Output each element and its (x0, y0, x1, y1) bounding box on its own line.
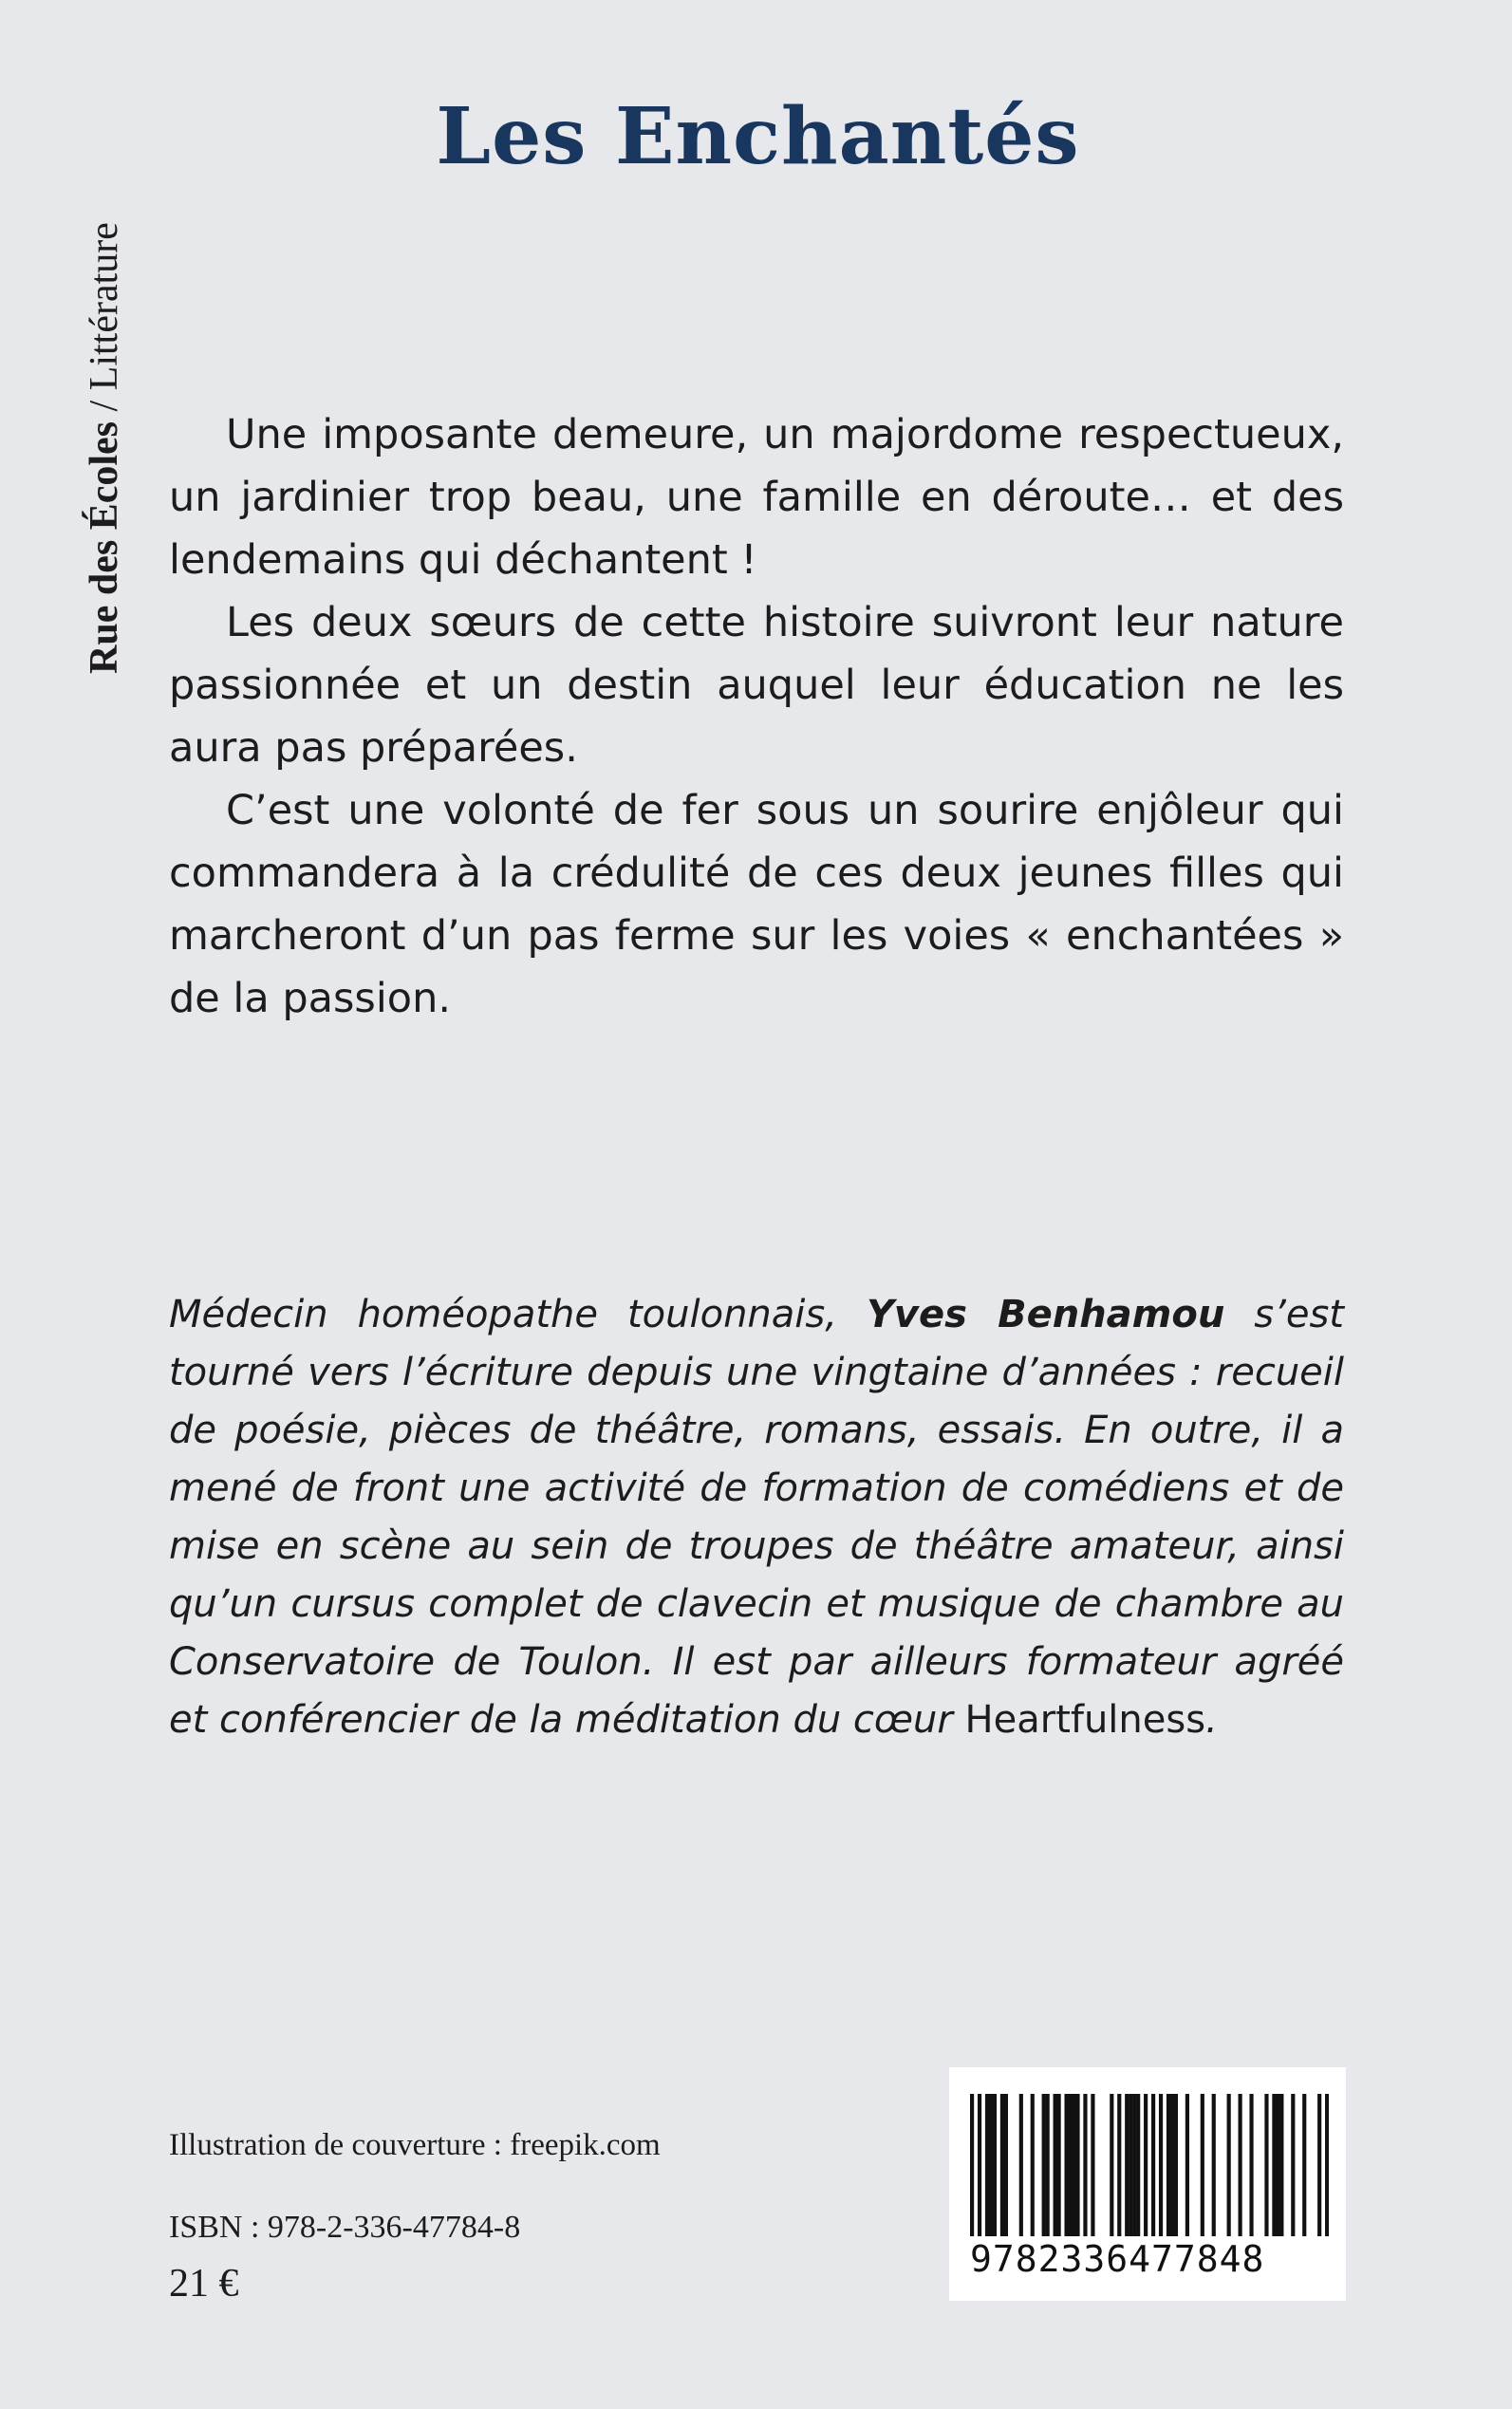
barcode (949, 2067, 1346, 2301)
barcode-bar (1057, 2094, 1061, 2236)
barcode-bar (970, 2094, 974, 2236)
barcode-bar (1144, 2094, 1148, 2236)
blurb (169, 403, 1344, 1030)
barcode-bars (970, 2094, 1329, 2236)
barcode-bar (1019, 2094, 1023, 2236)
barcode-bar (1004, 2094, 1008, 2236)
barcode-bar (1042, 2094, 1046, 2236)
barcode-bar (1174, 2094, 1178, 2236)
book-title: Les Enchantés (436, 91, 1080, 182)
barcode-bar (1054, 2094, 1057, 2236)
barcode-bar (1249, 2094, 1253, 2236)
blurb-paragraph: C’est une volonté de fer sous un sourire enjôleur qui commandera à la crédulité de ces deux jeunes filles qui marcheront d’un pas ferme sur les voies « enchantées » de la passion. (169, 787, 1344, 1022)
barcode-bar (1159, 2094, 1163, 2236)
cover-credit: Illustration de couverture : freepik.com (169, 2128, 661, 2162)
barcode-bar (985, 2094, 989, 2236)
barcode-bar (1091, 2094, 1094, 2236)
bio-end: . (1205, 1698, 1218, 1742)
barcode-bar (1072, 2094, 1075, 2236)
barcode-bar (1075, 2094, 1079, 2236)
barcode-bar (1117, 2094, 1121, 2236)
barcode-bar (1291, 2094, 1295, 2236)
barcode-bar (1046, 2094, 1050, 2236)
barcode-digits: 9782336477848 (970, 2238, 1265, 2280)
barcode-bar (1151, 2094, 1155, 2236)
barcode-bar (978, 2094, 981, 2236)
author-bio (169, 1286, 1344, 1749)
barcode-bar (1083, 2094, 1087, 2236)
blurb-paragraph: Une imposante demeure, un majordome respectueux, un jardinier trop beau, une famille en déroute… et des lendemains qui déchantent ! (169, 411, 1344, 584)
barcode-bar (1272, 2094, 1276, 2236)
bio-intro: Médecin homéopathe toulonnais, (169, 1293, 867, 1336)
barcode-bar (1264, 2094, 1268, 2236)
barcode-bar (1239, 2094, 1242, 2236)
series-name: Rue des Écoles (83, 421, 126, 674)
barcode-bar (1201, 2094, 1204, 2236)
barcode-bar (1227, 2094, 1231, 2236)
program-name: Heartfulness (964, 1698, 1206, 1742)
bio-body: s’est tourné vers l’écriture depuis une vingtaine d’années : recueil de poésie, pièces de théâtre, romans, essais. En outre, il a mené de front une activité de formation de comédiens et de mise en scène au sein de troupes de théâtre amateur, ainsi qu’un cursus complet de clavecin et musique de chambre au Conservatoire de Toulon. Il est par ailleurs formateur agréé et conférencier de la méditation du cœur (169, 1293, 1344, 1742)
barcode-bar (1170, 2094, 1174, 2236)
barcode-bar (1132, 2094, 1136, 2236)
collection-name: Littérature (83, 222, 126, 391)
spine-separator: / (83, 390, 126, 421)
barcode-bar (1167, 2094, 1170, 2236)
barcode-bar (1110, 2094, 1113, 2236)
barcode-bar (1129, 2094, 1132, 2236)
barcode-bar (989, 2094, 993, 2236)
barcode-bar (993, 2094, 997, 2236)
barcode-bar (1064, 2094, 1068, 2236)
blurb-paragraph: Les deux sœurs de cette histoire suivront leur nature passionnée et un destin auquel leur éducation ne les aura pas préparées. (169, 599, 1344, 772)
barcode-bar (1031, 2094, 1035, 2236)
price: 21 € (169, 2262, 239, 2306)
barcode-bar (1000, 2094, 1004, 2236)
barcode-bar (1325, 2094, 1329, 2236)
barcode-bar (1317, 2094, 1321, 2236)
barcode-bar (1136, 2094, 1140, 2236)
barcode-bar (1302, 2094, 1306, 2236)
barcode-bar (1068, 2094, 1072, 2236)
barcode-bar (1125, 2094, 1129, 2236)
barcode-bar (1212, 2094, 1216, 2236)
author-name: Yves Benhamou (866, 1293, 1225, 1336)
isbn: ISBN : 978-2-336-47784-8 (169, 2210, 521, 2245)
barcode-bar (1279, 2094, 1283, 2236)
barcode-bar (1276, 2094, 1279, 2236)
barcode-bar (1185, 2094, 1189, 2236)
